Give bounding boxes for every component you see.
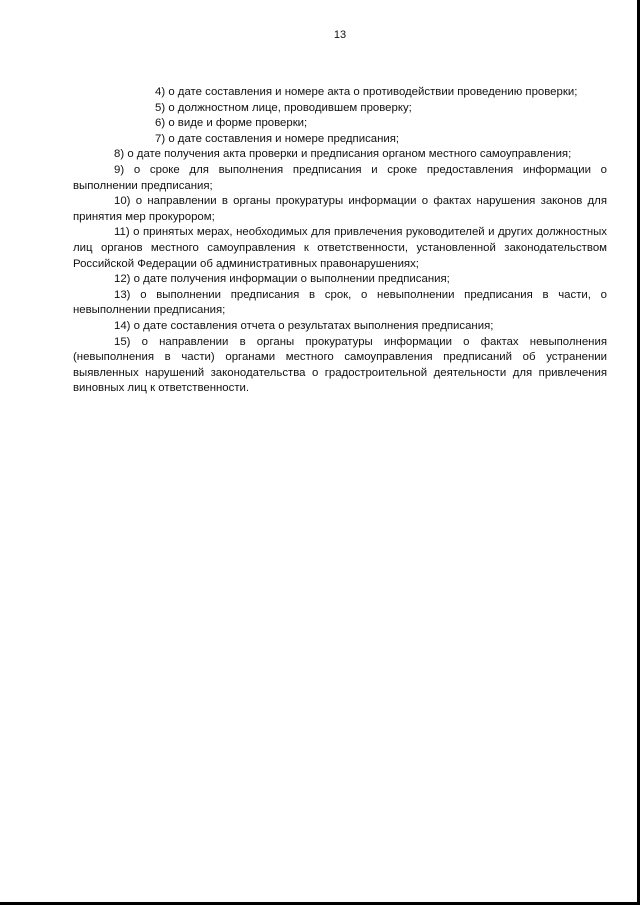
document-body [73, 85, 607, 397]
item-text: о должностном лице, проводившем проверку; [168, 101, 412, 114]
item-number: 14) [114, 319, 131, 332]
item-text: о выполнении предписания в срок, о невыполнении предписания в части, о невыполнении предписания; [73, 288, 607, 317]
list-item-13 [73, 288, 607, 319]
list-item-7 [73, 132, 607, 148]
list-item-9 [73, 163, 607, 194]
list-item-10 [73, 194, 607, 225]
page-number: 13 [333, 29, 347, 41]
item-text: о сроке для выполнения предписания и сроке предоставления информации о выполнении предписания; [73, 163, 607, 192]
item-number: 12) [114, 273, 131, 286]
item-number: 11) [114, 226, 130, 239]
list-item-6 [73, 116, 607, 132]
item-number: 4) [155, 86, 166, 98]
item-number: 8) [114, 148, 125, 161]
list-item-11 [73, 225, 607, 272]
item-text: о виде и форме проверки; [168, 117, 308, 130]
list-item-12 [73, 272, 607, 288]
item-text: о дате получения акта проверки и предписания органом местного самоуправления; [127, 148, 572, 161]
item-number: 6) [155, 117, 166, 130]
list-item-4 [73, 85, 607, 101]
item-number: 5) [155, 101, 166, 114]
item-text: о принятых мерах, необходимых для привлечения руководителей и других должностных лиц органов местного самоуправления к ответственности, установленной законодательством Российской Федерации об административных правонарушениях; [73, 226, 607, 270]
list-item-5 [73, 101, 607, 117]
item-text: о направлении в органы прокуратуры информации о фактах нарушения законов для принятия мер прокурором; [73, 195, 608, 223]
list-item-14 [73, 319, 607, 335]
item-number: 10) [114, 195, 131, 208]
item-number: 9) [114, 163, 125, 176]
item-text: о дате получения информации о выполнении предписания; [133, 273, 450, 286]
list-item-8 [73, 147, 607, 163]
item-number: 7) [155, 132, 166, 145]
item-text: о дате составления и номере предписания; [168, 132, 400, 145]
item-text: о направлении в органы прокуратуры информации о фактах невыполнения (невыполнения в части) органами местного самоуправления предписаний об устранении выявленных нарушений законодательства о градостроительной деятельности для привлечения виновных лиц к ответственности. [73, 335, 607, 395]
item-text: о дате составления и номере акта о противодействии проведению проверки; [168, 86, 578, 98]
item-number: 13) [114, 288, 131, 301]
list-item-15 [73, 335, 607, 397]
item-number: 15) [114, 335, 131, 348]
item-text: о дате составления отчета о результатах выполнения предписания; [133, 319, 494, 332]
